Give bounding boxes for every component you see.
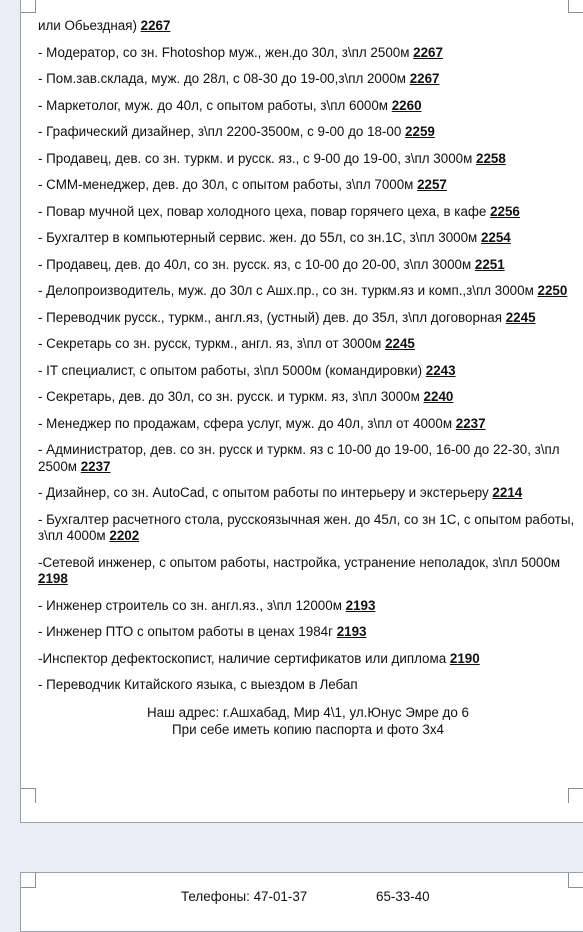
vacancy-number: 2267 — [413, 44, 443, 60]
vacancy-text: - Маркетолог, муж. до 40л, с опытом работы, з\пл 6000м — [38, 97, 392, 113]
vacancy-text: - IT специалист, с опытом работы, з\пл 5000м (командировки) — [38, 362, 426, 378]
vacancy-number: 2258 — [476, 150, 506, 166]
vacancy-item — [38, 310, 578, 327]
vacancy-number: 2267 — [140, 18, 171, 33]
vacancy-item — [38, 151, 578, 168]
vacancy-text: - Графический дизайнер, з\пл 2200-3500м, с 9-00 до 18-00 — [38, 124, 406, 139]
page-corner-mark — [21, 873, 36, 888]
vacancy-item — [38, 389, 578, 406]
vacancy-text: - Делопроизводитель, муж. до 30л с Ашх.пр., со зн. туркм.яз и комп.,з\пл 3000м — [38, 283, 538, 298]
vacancy-item — [38, 442, 578, 475]
vacancy-number: 2267 — [409, 71, 440, 86]
vacancy-item — [38, 677, 578, 694]
vacancy-number: 2245 — [385, 336, 415, 351]
vacancy-text: - Инженер строитель со зн. англ.яз., з\пл 12000м — [38, 597, 346, 613]
vacancy-number: 2245 — [505, 309, 536, 325]
vacancy-number: 2198 — [38, 571, 68, 586]
page-corner-mark — [568, 788, 583, 803]
vacancy-text: - Инженер ПТО с опытом работы в ценах 1984г — [38, 624, 337, 639]
vacancy-number: 2237 — [80, 458, 111, 474]
vacancy-number: 2202 — [109, 528, 140, 543]
vacancy-number: 2251 — [474, 256, 505, 272]
vacancy-text: - Переводчик русск., туркм., англ.яз, (устный) дев. до 35л, з\пл договорная — [38, 309, 506, 325]
vacancy-number: 2193 — [345, 597, 376, 613]
page-corner-mark — [21, 0, 36, 13]
vacancy-text: - Секретарь со зн. русск, туркм., англ. яз, з\пл от 3000м — [38, 336, 386, 351]
vacancy-item — [38, 98, 578, 115]
passport-note: При себе иметь копию паспорта и фото 3х4 — [172, 721, 444, 737]
page-corner-mark — [21, 788, 36, 803]
vacancy-text: -Сетевой инженер, с опытом работы, настройка, устранение неполадок, з\пл 5000м — [38, 554, 561, 570]
vacancy-text: - Продавец, дев. до 40л, со зн. русск. яз, с 10-00 до 20-00, з\пл 3000м — [38, 256, 475, 272]
vacancy-text: - Администратор, дев. со зн. русск и туркм. яз с 10-00 до 19-00, 16-00 до 22-30, з\пл 2500м — [38, 442, 560, 474]
vacancy-text: - Бухгалтер расчетного стола, русскоязычная жен. до 45л, со зн 1С, с опытом работы, з\пл 4000м — [38, 511, 575, 543]
vacancy-number: 2237 — [455, 415, 486, 431]
vacancy-item — [38, 18, 578, 35]
vacancy-text: - Модератор, со зн. Fhotoshop муж., жен.до 30л, з\пл 2500м — [38, 44, 414, 60]
vacancy-text: - Бухгалтер в компьютерный сервис. жен. до 55л, со зн.1С, з\пл 3000м — [38, 230, 481, 245]
vacancy-number: 2240 — [423, 389, 454, 404]
vacancy-item — [38, 651, 578, 668]
vacancy-text: - Дизайнер, со зн. AutoCad, с опытом работы по интерьеру и экстерьеру — [38, 485, 493, 500]
vacancy-number: 2214 — [492, 485, 523, 500]
vacancy-number: 2250 — [537, 283, 568, 298]
address-block — [38, 704, 578, 738]
document-page-1 — [20, 0, 583, 823]
document-page-2 — [20, 872, 583, 932]
vacancy-item — [38, 336, 578, 353]
address-line: Наш адрес: г.Ашхабад, Мир 4\1, ул.Юнус Эмре до 6 — [147, 704, 469, 720]
vacancy-number: 2193 — [336, 624, 367, 639]
vacancy-text: или Обьездная) — [38, 18, 141, 33]
vacancy-number: 2256 — [490, 203, 520, 219]
phones-label: Телефоны: 47-01-37 — [181, 889, 308, 904]
vacancy-item — [38, 204, 578, 221]
page-corner-mark — [568, 0, 583, 13]
vacancy-text: - Переводчик Китайского языка, с выездом в Лебап — [38, 677, 358, 692]
vacancy-text: - Менеджер по продажам, сфера услуг, муж. до 40л, з\пл от 4000м — [38, 415, 456, 431]
vacancy-text: - Продавец, дев. со зн. туркм. и русск. яз., с 9-00 до 19-00, з\пл 3000м — [38, 150, 477, 166]
vacancy-item — [38, 512, 578, 545]
vacancy-number: 2257 — [417, 177, 447, 192]
phones-second: 65-33-40 — [376, 889, 430, 904]
vacancy-item — [38, 624, 578, 641]
page-corner-mark — [568, 873, 583, 888]
vacancy-item — [38, 45, 578, 62]
vacancy-item — [38, 257, 578, 274]
vacancy-item — [38, 555, 578, 588]
vacancy-text: - Пом.зав.склада, муж. до 28л, с 08-30 до 19-00,з\пл 2000м — [38, 71, 410, 86]
vacancy-item — [38, 71, 578, 88]
vacancy-number: 2259 — [405, 124, 435, 139]
vacancy-number: 2260 — [391, 97, 422, 113]
vacancy-text: - Повар мучной цех, повар холодного цеха, повар горячего цеха, в кафе — [38, 203, 491, 219]
vacancy-item — [38, 363, 578, 380]
vacancy-number: 2190 — [449, 650, 480, 666]
vacancy-number: 2243 — [425, 362, 456, 378]
vacancy-item — [38, 177, 578, 194]
vacancy-item — [38, 230, 578, 247]
vacancy-list — [38, 18, 578, 738]
vacancy-text: - Секретарь, дев. до 30л, со зн. русск. и туркм. яз, з\пл 3000м — [38, 389, 424, 404]
vacancy-item — [38, 416, 578, 433]
vacancy-item — [38, 485, 578, 502]
vacancy-item — [38, 598, 578, 615]
vacancy-text: -Инспектор дефектоскопист, наличие сертификатов или диплома — [38, 650, 450, 666]
vacancy-number: 2254 — [480, 230, 511, 245]
vacancy-text: - СММ-менеджер, дев. до 30л, с опытом работы, з\пл 7000м — [38, 177, 418, 192]
vacancy-item — [38, 124, 578, 141]
vacancy-item — [38, 283, 578, 300]
